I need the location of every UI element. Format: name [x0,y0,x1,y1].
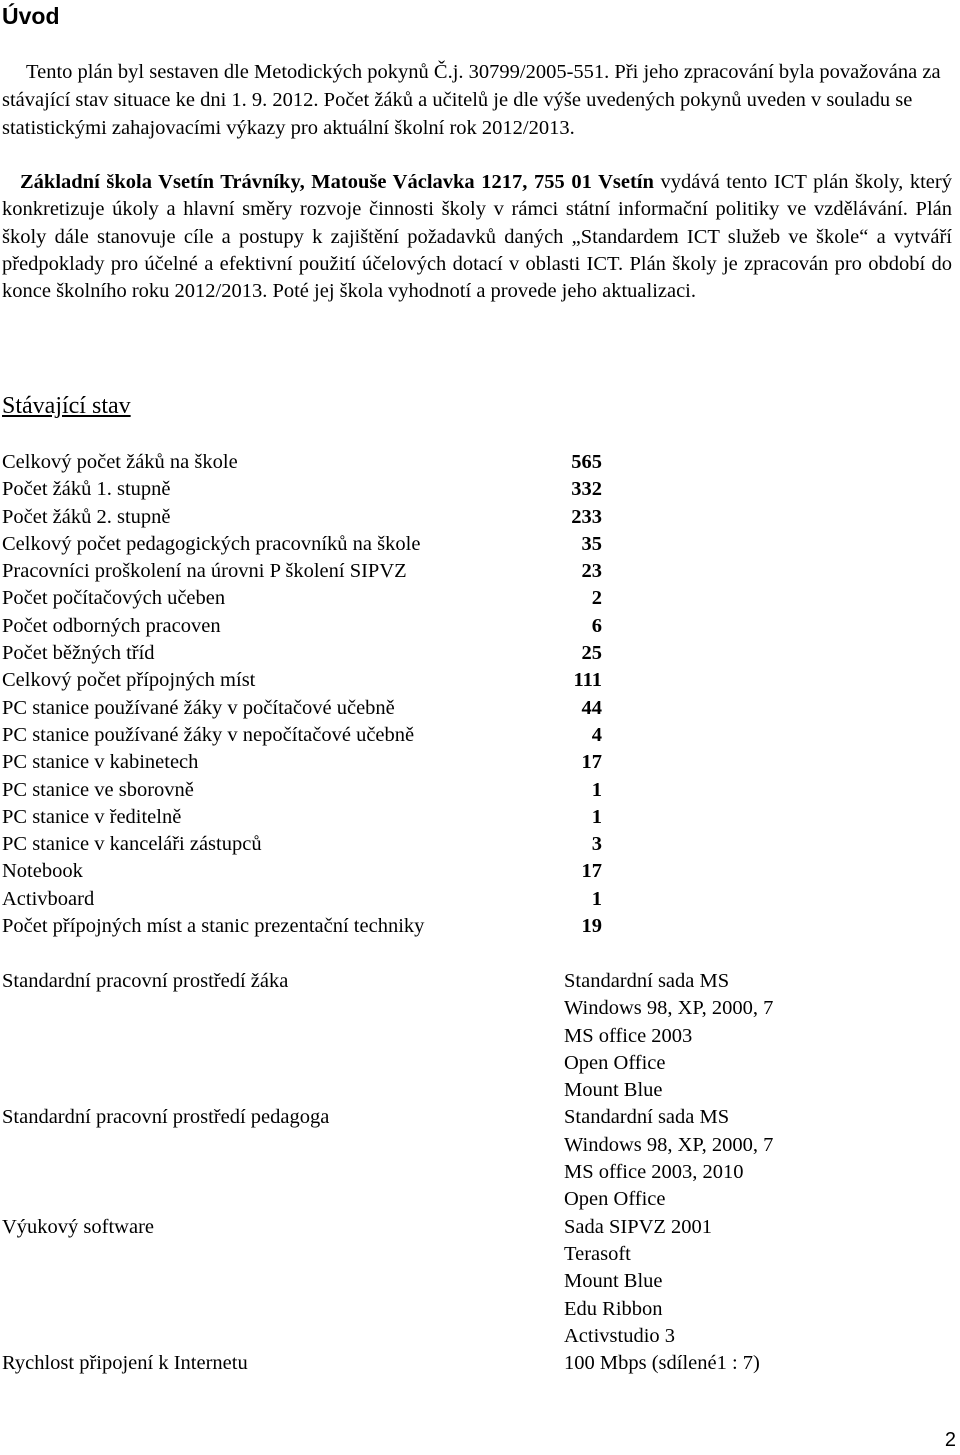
stat-label: Activboard [2,887,95,910]
stat-row [2,913,602,940]
stat-value: 44 [581,696,602,719]
body-text: vydává tento ICT plán školy, který konkretizuje úkoly a hlavní směry rozvoje činnosti školy v rámci státní informační politiky ve vzdělávání. Plán školy dále stanovuje cíle a postupy k zajištění požadavků daných „Standardem ICT služeb ve škole“ a vytváří předpoklady pro účelné a efektivní použití účelových dotací v oblasti ICT. Plán školy je zpracován pro období do konce školního roku 2012/2013. Poté jej škola vyhodnotí a provede jeho aktualizaci. [2,171,952,303]
stat-label: PC stanice používané žáky v počítačové učebně [2,696,395,719]
stat-value: 4 [591,723,602,746]
stat-value: 19 [581,915,602,938]
stat-label: Počet běžných tříd [2,642,155,665]
stat-value: 6 [591,614,602,637]
environment-label: Výukový software [2,1215,155,1238]
environment-value: Open Office [564,1051,666,1074]
stat-value: 1 [591,805,602,828]
environment-value: Open Office [564,1188,666,1211]
stat-row [2,531,602,558]
stat-row [2,695,602,722]
stat-label: PC stanice ve sborovně [2,778,194,801]
environment-label: Rychlost připojení k Internetu [2,1352,248,1375]
stat-label: Počet odborných pracoven [2,614,221,637]
stat-label: Počet přípojných míst a stanic prezentační techniky [2,915,425,938]
stat-value: 25 [581,642,602,665]
environment-value: Windows 98, XP, 2000, 7 [564,997,774,1020]
stat-label: PC stanice v ředitelně [2,805,182,828]
stat-value: 1 [591,887,602,910]
stat-label: Celkový počet přípojných míst [2,669,256,692]
environment-row [2,1350,942,1377]
stat-value: 17 [581,860,602,883]
heading-uvod: Úvod [2,3,60,29]
environment-value: Activstudio 3 [564,1324,676,1347]
school-name: Základní škola Vsetín Trávníky, Matouše Václavka 1217, 755 01 Vsetín [20,171,654,193]
environment-value: Windows 98, XP, 2000, 7 [564,1133,774,1156]
section-title: Stávající stav [2,393,131,419]
stat-label: Celkový počet pedagogických pracovníků na škole [2,532,421,555]
environment-row [2,1214,942,1350]
stat-value: 332 [571,478,602,501]
stat-value: 565 [571,451,602,473]
environment-value: Sada SIPVZ 2001 [564,1215,713,1238]
stat-value: 23 [581,560,602,583]
stat-value: 1 [591,778,602,801]
environment-values [564,1214,942,1350]
environment-value: 100 Mbps (sdílené1 : 7) [564,1352,760,1375]
stat-value: 17 [581,751,602,774]
environment-values [564,1104,942,1213]
stat-value: 35 [581,532,602,555]
stat-row [2,585,602,612]
stat-label: Celkový počet žáků na škole [2,451,238,473]
body-paragraph [2,169,952,305]
intro-paragraph: Tento plán byl sestaven dle Metodických pokynů Č.j. 30799/2005-551. Při jeho zpracování byla považována za stávající stav situace ke dni 1. 9. 2012. Počet žáků a učitelů je dle výše uvedených pokynů uveden v souladu se statistickými zahajovacími výkazy pro aktuální školní rok 2012/2013. [2,61,941,139]
environment-table [2,968,942,1377]
stat-row [2,667,602,694]
environment-row [2,968,942,1104]
environment-values [564,968,942,1104]
stat-row [2,640,602,667]
stat-row [2,749,602,776]
stat-value: 111 [573,669,602,692]
stat-label: Pracovníci proškolení na úrovni P školení SIPVZ [2,560,407,583]
stat-row [2,886,602,913]
stat-label: Počet žáků 1. stupně [2,478,171,501]
stat-row [2,613,602,640]
stat-row [2,804,602,831]
stat-label: PC stanice v kanceláři zástupců [2,833,262,856]
stat-value: 2 [591,587,602,610]
stat-label: Počet počítačových učeben [2,587,226,610]
environment-label: Standardní pracovní prostředí pedagoga [2,1106,330,1129]
environment-values [564,1350,942,1377]
stat-row [2,777,602,804]
stat-row [2,558,602,585]
environment-value: MS office 2003 [564,1024,693,1047]
environment-value: Edu Ribbon [564,1297,663,1320]
stat-row [2,449,602,476]
environment-value: MS office 2003, 2010 [564,1161,744,1184]
environment-value: Standardní sada MS [564,1106,730,1129]
page-number: 2 [944,1429,956,1451]
stat-row [2,504,602,531]
stat-row [2,476,602,503]
environment-value: Terasoft [564,1242,631,1265]
stat-value: 3 [591,833,602,856]
stat-label: Notebook [2,860,83,883]
stat-row [2,722,602,749]
stats-table [2,449,602,940]
environment-value: Mount Blue [564,1270,663,1293]
environment-value: Mount Blue [564,1079,663,1102]
stat-row [2,858,602,885]
stat-row [2,831,602,858]
stat-value: 233 [571,505,602,528]
stat-label: PC stanice v kabinetech [2,751,199,774]
environment-row [2,1104,942,1213]
stat-label: PC stanice používané žáky v nepočítačové učebně [2,723,415,746]
environment-value: Standardní sada MS [564,970,730,992]
environment-label: Standardní pracovní prostředí žáka [2,970,289,992]
stat-label: Počet žáků 2. stupně [2,505,171,528]
